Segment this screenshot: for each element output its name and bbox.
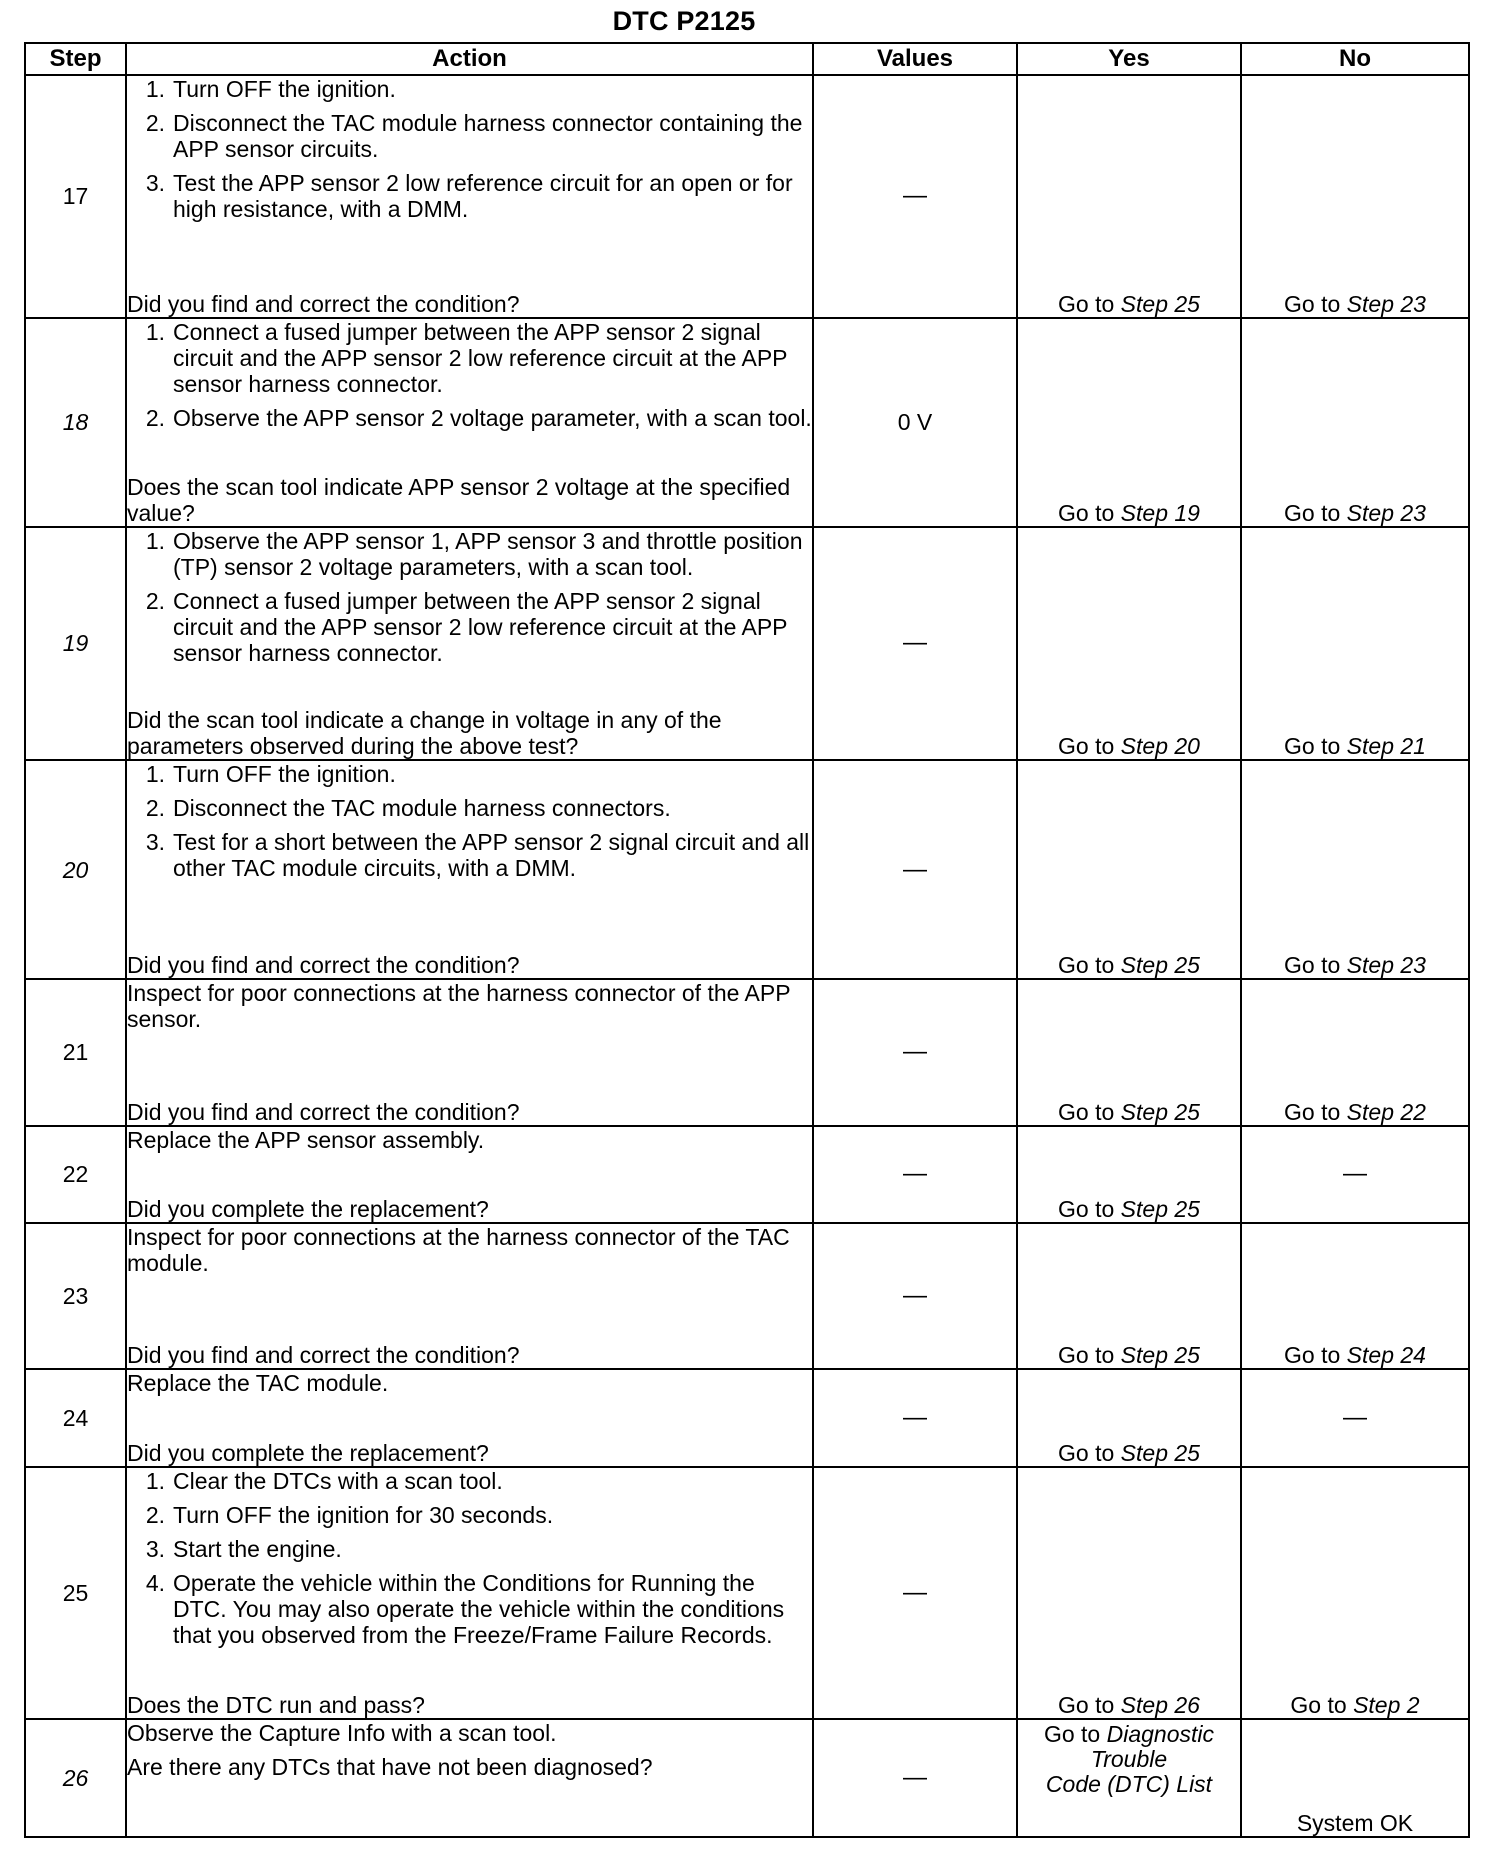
action-list bbox=[127, 528, 812, 674]
list-item: 3. Test for a short between the APP sensor 2 signal circuit and all other TAC module circuits, with a DMM. bbox=[145, 829, 810, 882]
diagnostic-table bbox=[24, 42, 1470, 1838]
step-link: Step 19 bbox=[1120, 499, 1200, 526]
table-row bbox=[25, 1223, 1469, 1369]
action-cell bbox=[126, 979, 813, 1125]
list-item: 3. Start the engine. bbox=[145, 1535, 342, 1562]
step-number: 26 bbox=[25, 1719, 126, 1838]
list-item: 1. Observe the APP sensor 1, APP sensor 3 and throttle position (TP) sensor 2 voltage parameters, with a scan tool. bbox=[145, 527, 803, 580]
list-item: 2. Connect a fused jumper between the APP sensor 2 signal circuit and the APP sensor 2 low reference circuit at the APP sensor harness connector. bbox=[145, 587, 788, 666]
action-cell bbox=[126, 1126, 813, 1223]
list-item: 1. Turn OFF the ignition. bbox=[145, 761, 396, 788]
question: Are there any DTCs that have not been diagnosed? bbox=[127, 1753, 653, 1780]
step-link: Step 23 bbox=[1346, 290, 1426, 317]
table-row bbox=[25, 527, 1469, 761]
list-item: 2. Disconnect the TAC module harness connector containing the APP sensor circuits. bbox=[145, 110, 803, 162]
step-number: 23 bbox=[25, 1223, 126, 1369]
action-list bbox=[127, 1468, 812, 1656]
action-cell bbox=[126, 1467, 813, 1719]
no-cell: System OK bbox=[1241, 1719, 1469, 1838]
step-link: Step 25 bbox=[1120, 1098, 1200, 1125]
value-cell: — bbox=[813, 527, 1017, 761]
action-cell bbox=[126, 75, 813, 318]
table-row bbox=[25, 1467, 1469, 1719]
action-cell bbox=[126, 760, 813, 979]
header-step: Step bbox=[25, 43, 126, 75]
no-cell: — bbox=[1241, 1126, 1469, 1223]
value-cell: — bbox=[813, 1126, 1017, 1223]
step-number: 22 bbox=[25, 1126, 126, 1223]
list-item: 4. Operate the vehicle within the Conditions for Running the DTC. You may also operate the vehicle within the conditions that you observed from the Freeze/Frame Failure Records. bbox=[145, 1569, 785, 1648]
action-cell bbox=[126, 1719, 813, 1838]
value-cell: — bbox=[813, 1223, 1017, 1369]
table-row bbox=[25, 979, 1469, 1125]
no-cell: Go to Step 22 bbox=[1241, 979, 1469, 1125]
step-link: Step 24 bbox=[1346, 1342, 1426, 1369]
yes-cell: Go to Step 25 bbox=[1017, 75, 1241, 318]
no-cell: Go to Step 23 bbox=[1241, 318, 1469, 527]
step-link: Step 25 bbox=[1120, 952, 1200, 979]
list-item: 1. Clear the DTCs with a scan tool. bbox=[145, 1467, 503, 1494]
no-cell: Go to Step 24 bbox=[1241, 1223, 1469, 1369]
action-list bbox=[127, 319, 812, 439]
action-list bbox=[127, 76, 812, 230]
step-link: Step 26 bbox=[1120, 1691, 1200, 1718]
step-number: 24 bbox=[25, 1369, 126, 1466]
no-cell: Go to Step 2 bbox=[1241, 1467, 1469, 1719]
action-text: Replace the TAC module. bbox=[127, 1370, 389, 1397]
step-number: 17 bbox=[25, 75, 126, 318]
action-cell bbox=[126, 1369, 813, 1466]
yes-cell: Go to Step 25 bbox=[1017, 1126, 1241, 1223]
yes-cell: Go to Step 25 bbox=[1017, 1223, 1241, 1369]
question: Did you find and correct the condition? bbox=[127, 1098, 520, 1125]
step-number: 19 bbox=[25, 527, 126, 761]
step-number: 20 bbox=[25, 760, 126, 979]
action-list bbox=[127, 761, 812, 889]
list-item: 2. Observe the APP sensor 2 voltage parameter, with a scan tool. bbox=[145, 404, 812, 431]
action-cell bbox=[126, 527, 813, 761]
yes-cell: Go to Step 19 bbox=[1017, 318, 1241, 527]
step-number: 18 bbox=[25, 318, 126, 527]
question: Does the scan tool indicate APP sensor 2 voltage at the specified value? bbox=[127, 473, 791, 526]
no-cell: — bbox=[1241, 1369, 1469, 1466]
value-cell: — bbox=[813, 760, 1017, 979]
step-link: Step 23 bbox=[1346, 499, 1426, 526]
question: Does the DTC run and pass? bbox=[127, 1691, 425, 1718]
yes-cell: Go to Step 20 bbox=[1017, 527, 1241, 761]
table-row bbox=[25, 760, 1469, 979]
yes-cell: Go to Step 26 bbox=[1017, 1467, 1241, 1719]
dtc-list-link: Diagnostic bbox=[1106, 1720, 1215, 1747]
table-row bbox=[25, 1126, 1469, 1223]
question: Did you complete the replacement? bbox=[127, 1439, 489, 1466]
value-cell: — bbox=[813, 1369, 1017, 1466]
value-cell: — bbox=[813, 1467, 1017, 1719]
step-link: Step 20 bbox=[1120, 733, 1200, 760]
step-link: Step 23 bbox=[1346, 952, 1426, 979]
yes-cell: Go to Step 25 bbox=[1017, 1369, 1241, 1466]
action-cell bbox=[126, 318, 813, 527]
question: Did you find and correct the condition? bbox=[127, 952, 520, 979]
no-cell: Go to Step 23 bbox=[1241, 760, 1469, 979]
action-text: Replace the APP sensor assembly. bbox=[127, 1126, 485, 1153]
value-cell: — bbox=[813, 75, 1017, 318]
table-row bbox=[25, 1369, 1469, 1466]
header-yes: Yes bbox=[1017, 43, 1241, 75]
value-cell: — bbox=[813, 1719, 1017, 1838]
header-values: Values bbox=[813, 43, 1017, 75]
yes-cell: Go to Diagnostic Trouble Code (DTC) List bbox=[1017, 1719, 1241, 1838]
step-link: Step 25 bbox=[1120, 1342, 1200, 1369]
no-cell: Go to Step 21 bbox=[1241, 527, 1469, 761]
action-cell bbox=[126, 1223, 813, 1369]
yes-cell: Go to Step 25 bbox=[1017, 979, 1241, 1125]
action-text: Inspect for poor connections at the harness connector of the TAC module. bbox=[127, 1223, 790, 1276]
step-link: Step 25 bbox=[1120, 1439, 1200, 1466]
yes-cell: Go to Step 25 bbox=[1017, 760, 1241, 979]
header-row bbox=[25, 43, 1469, 75]
action-text: Observe the Capture Info with a scan tool. bbox=[127, 1719, 557, 1746]
list-item: 1. Connect a fused jumper between the APP sensor 2 signal circuit and the APP sensor 2 low reference circuit at the APP sensor harness connector. bbox=[145, 318, 788, 397]
value-cell: — bbox=[813, 979, 1017, 1125]
step-link: Step 25 bbox=[1120, 1195, 1200, 1222]
header-action: Action bbox=[126, 43, 813, 75]
table-row bbox=[25, 75, 1469, 318]
action-text: Inspect for poor connections at the harness connector of the APP sensor. bbox=[127, 980, 791, 1033]
list-item: 2. Disconnect the TAC module harness connectors. bbox=[145, 795, 671, 822]
step-link: Step 25 bbox=[1120, 290, 1200, 317]
no-cell: Go to Step 23 bbox=[1241, 75, 1469, 318]
list-item: 3. Test the APP sensor 2 low reference circuit for an open or for high resistance, with a DMM. bbox=[145, 170, 793, 222]
step-link: Step 21 bbox=[1346, 733, 1426, 760]
list-item: 2. Turn OFF the ignition for 30 seconds. bbox=[145, 1501, 554, 1528]
question: Did you find and correct the condition? bbox=[127, 290, 520, 317]
question: Did the scan tool indicate a change in voltage in any of the parameters observed during the above test? bbox=[127, 707, 722, 760]
page-title: DTC P2125 bbox=[612, 6, 756, 36]
value-cell: 0 V bbox=[813, 318, 1017, 527]
table-row bbox=[25, 1719, 1469, 1838]
header-no: No bbox=[1241, 43, 1469, 75]
step-number: 25 bbox=[25, 1467, 126, 1719]
step-number: 21 bbox=[25, 979, 126, 1125]
list-item: 1. Turn OFF the ignition. bbox=[145, 76, 396, 102]
table-row bbox=[25, 318, 1469, 527]
step-link: Step 2 bbox=[1353, 1691, 1420, 1718]
question: Did you find and correct the condition? bbox=[127, 1342, 520, 1369]
step-link: Step 22 bbox=[1346, 1098, 1426, 1125]
question: Did you complete the replacement? bbox=[127, 1195, 489, 1222]
